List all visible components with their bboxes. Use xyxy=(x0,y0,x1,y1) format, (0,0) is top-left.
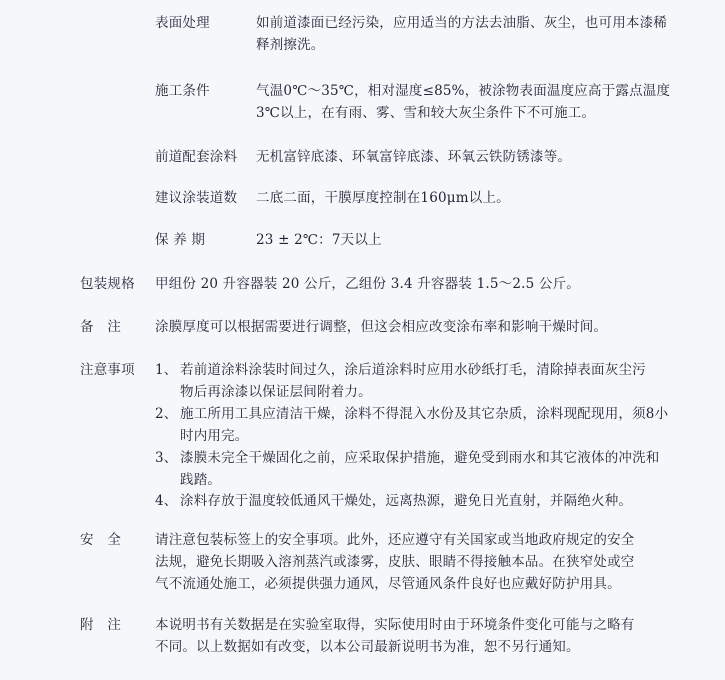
safety-text: 请注意包装标签上的安全事项。此外，还应遵守有关国家或当地政府规定的安全法规，避免长期吸入溶剂蒸汽或漆雾，皮肤、眼睛不得接触本品。在狭窄处或空气不流通处施工，必须提供强力通风，尽管通风条件良好也应戴好防护用具。 xyxy=(155,532,635,592)
safety-label: 安 全 xyxy=(80,532,122,548)
recommended-coats-label: 建议涂装道数 xyxy=(155,190,238,206)
notes-item-number: 4、 xyxy=(155,493,178,509)
curing-period-label: 保 养 期 xyxy=(155,232,206,248)
notes-item-number: 1、 xyxy=(155,362,178,378)
curing-period-text: 23 ± 2℃：7天以上 xyxy=(256,232,382,248)
appendix-label: 附 注 xyxy=(80,617,122,633)
surface-treatment-text: 如前道漆面已经污染，应用适当的方法去油脂、灰尘，也可用本漆稀释剂擦洗。 xyxy=(256,15,667,53)
remarks-label: 备 注 xyxy=(80,319,122,335)
surface-treatment-label: 表面处理 xyxy=(155,15,210,31)
notes-item-number: 3、 xyxy=(155,450,178,466)
packaging-text: 甲组份 20 升容器装 20 公斤，乙组份 3.4 升容器装 1.5～2.5 公斤。 xyxy=(155,276,580,292)
application-conditions-text: 气温0℃～35℃，相对湿度≤85%，被涂物表面温度应高于露点温度3℃以上，在有雨、雾、雪和较大灰尘条件下不可施工。 xyxy=(256,83,671,121)
notes-item-text: 涂料存放于温度较低通风干燥处，远离热源，避免日光直射，并隔绝火种。 xyxy=(180,493,633,509)
packaging-label: 包装规格 xyxy=(80,276,135,292)
recommended-coats-text: 二底二面，干膜厚度控制在160μm以上。 xyxy=(256,190,510,206)
notes-section xyxy=(80,359,680,509)
appendix-text: 本说明书有关数据是在实验室取得，实际使用时由于环境条件变化可能与之略有不同。以上数据如有改变，以本公司最新说明书为准，恕不另行通知。 xyxy=(155,617,635,655)
notes-item-text: 漆膜未完全干燥固化之前，应采取保护措施，避免受到雨水和其它液体的冲洗和践踏。 xyxy=(180,450,660,488)
application-conditions-label: 施工条件 xyxy=(155,83,210,99)
remarks-text: 涂膜厚度可以根据需要进行调整，但这会相应改变涂布率和影响干燥时间。 xyxy=(155,319,608,335)
preceding-coating-label: 前道配套涂料 xyxy=(155,149,238,165)
notes-item-number: 2、 xyxy=(155,406,178,422)
notes-item-text: 若前道涂料涂装时间过久，涂后道涂料时应用水砂纸打毛，清除掉表面灰尘污物后再涂漆以保证层间附着力。 xyxy=(180,362,646,400)
preceding-coating-text: 无机富锌底漆、环氧富锌底漆、环氧云铁防锈漆等。 xyxy=(256,149,572,165)
notes-label: 注意事项 xyxy=(80,362,135,378)
notes-item-text: 施工所用工具应清洁干燥，涂料不得混入水份及其它杂质，涂料现配现用，须8小时内用完。 xyxy=(180,406,669,444)
